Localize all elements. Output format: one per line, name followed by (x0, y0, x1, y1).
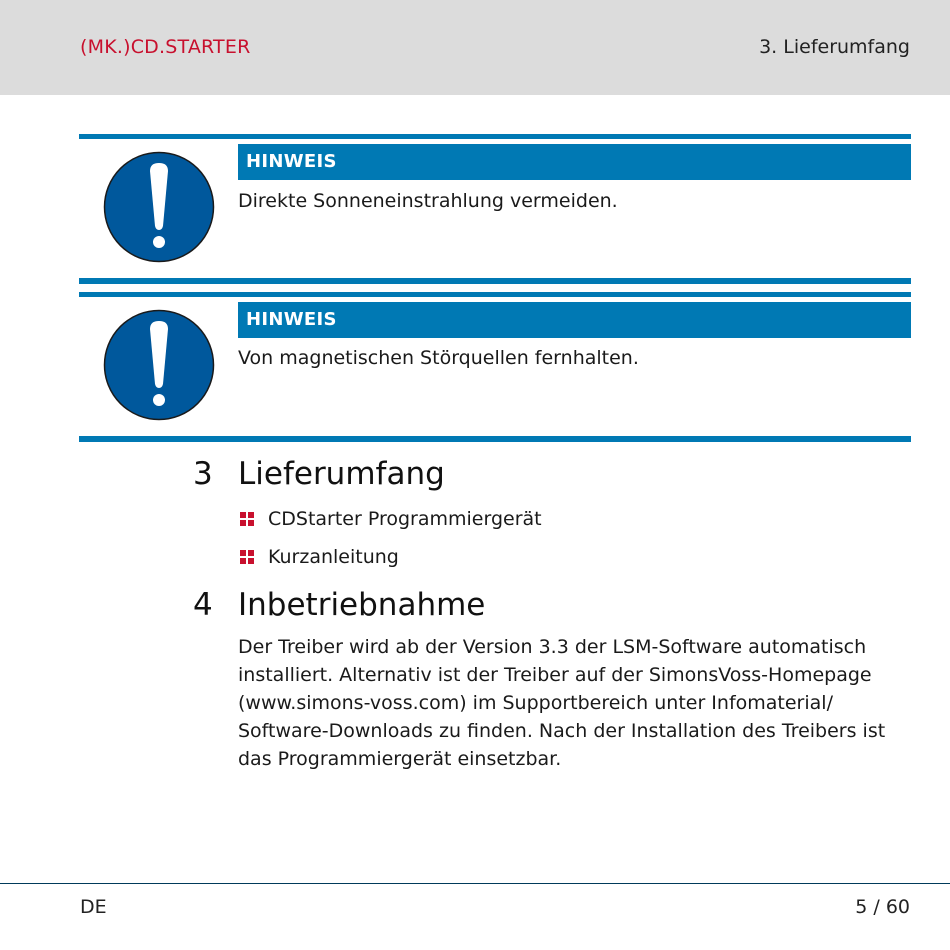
paragraph-line: das Programmiergerät einsetzbar. (238, 748, 562, 770)
product-name: (MK.)CD.STARTER (80, 36, 251, 58)
bullet-icon (240, 512, 254, 526)
exclamation-icon (103, 151, 215, 263)
paragraph-line: (www.simons-voss.com) im Supportbereich unter Infomaterial/ (238, 692, 833, 714)
notice-top-rule (79, 292, 911, 297)
paragraph-line: installiert. Alternativ ist der Treiber auf der SimonsVoss-Homepage (238, 664, 872, 686)
paragraph-line: Software-Downloads zu finden. Nach der Installation des Treibers ist (238, 720, 886, 742)
notice-label-bar (238, 144, 911, 180)
notice-bottom-rule (79, 278, 911, 284)
notice-label: HINWEIS (246, 309, 337, 330)
footer-rule (0, 883, 950, 884)
exclamation-icon (103, 309, 215, 421)
page-header (0, 0, 950, 95)
notice-label: HINWEIS (246, 151, 337, 172)
paragraph-line: Der Treiber wird ab der Version 3.3 der LSM-Software automatisch (238, 636, 867, 658)
section-heading-inbetriebnahme (193, 587, 485, 623)
bullet-icon (240, 550, 254, 564)
list-item (240, 546, 399, 568)
list-item (240, 508, 542, 530)
footer-language: DE (80, 896, 107, 918)
notice-label-bar (238, 302, 911, 338)
notice-text: Von magnetischen Störquellen fernhalten. (238, 347, 639, 369)
section-number: 4 (193, 587, 213, 623)
section-title: Lieferumfang (238, 456, 445, 492)
body-paragraph (238, 633, 918, 773)
running-section-title: 3. Lieferumfang (759, 36, 910, 58)
section-heading-lieferumfang (193, 456, 445, 492)
page-number: 5 / 60 (855, 896, 910, 918)
section-number: 3 (193, 456, 213, 492)
notice-text: Direkte Sonneneinstrahlung vermeiden. (238, 190, 618, 212)
notice-top-rule (79, 134, 911, 139)
section-title: Inbetriebnahme (238, 587, 486, 623)
list-item-text: Kurzanleitung (268, 546, 399, 568)
notice-bottom-rule (79, 436, 911, 442)
list-item-text: CDStarter Programmiergerät (268, 508, 542, 530)
